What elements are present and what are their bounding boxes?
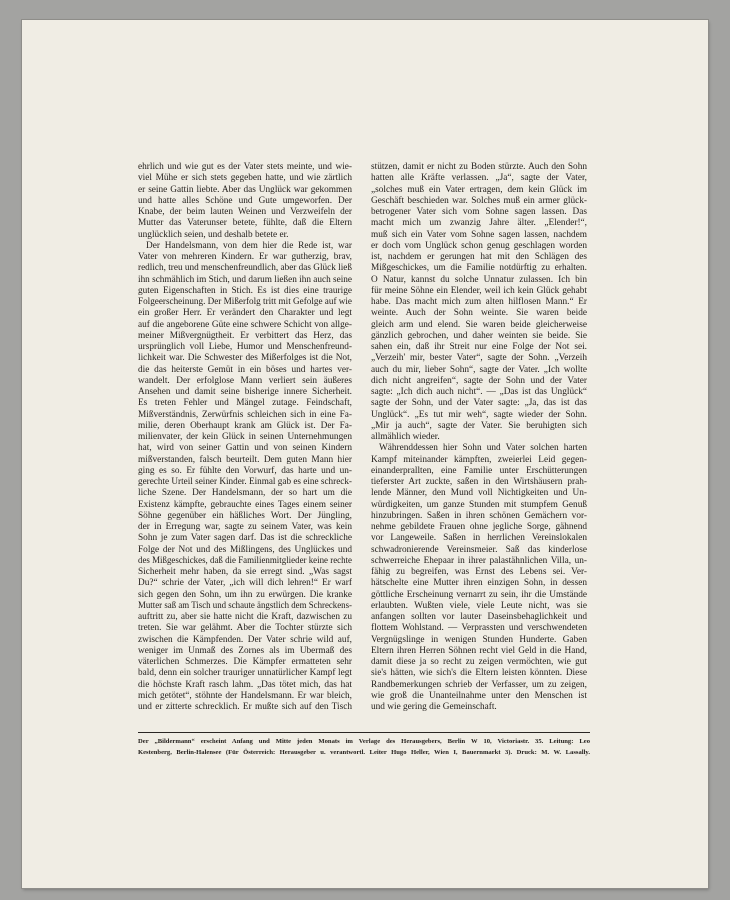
text-line [138, 286, 352, 297]
paragraph [371, 162, 587, 443]
text-line-content: ging es so. Er fühlte den Vorwurf, das harte und un- [138, 465, 352, 476]
text-line [371, 578, 587, 589]
text-line-content: „Mir ja auch“, sagte der Vater. Sie beruhigten sich [371, 420, 587, 431]
text-line-content: hinzubringen. Saßen in ihren schönen Gemächern vor- [371, 510, 587, 521]
text-line [138, 578, 352, 589]
text-line-content: Vergnügslinge in wenigen Stunden Hunderte. Gaben [371, 634, 587, 645]
text-line-content: „Verzeih' mir, bester Vater“, sagte der Sohn. „Verzeih [371, 353, 587, 364]
paragraph [138, 162, 352, 241]
text-line [371, 421, 587, 432]
text-line [138, 173, 352, 184]
text-line-content: sie's hätten, wie sich's die Eltern leisten könnten. Diese [371, 668, 587, 679]
text-line [371, 331, 587, 342]
text-line-content: er doch vom Unglück schon genug geschlagen worden [371, 240, 587, 251]
text-line [138, 488, 352, 499]
text-line-content: macht mich um zwanzig Jahre älter. „Elender!“, [371, 218, 587, 229]
text-line-content: sich gegen den Sohn, um ihn zu erwürgen. Die kranke [138, 589, 352, 600]
text-line-content: würdigkeiten, um ganze Stunden mit stumpfem Genuß [371, 499, 587, 510]
text-line [371, 286, 587, 297]
text-line [138, 230, 352, 241]
text-line-content: dich nicht angreifen“, sagte der Sohn und der Vater [371, 375, 587, 386]
text-line [138, 455, 352, 466]
text-line [138, 702, 352, 713]
text-line-content: nehme gebildete Frauen ohne jegliche Sorge, gähnend [371, 522, 587, 532]
text-line-content: auftritt zu, aber sie hatte nicht die Kraft, dazwischen zu [138, 612, 352, 622]
text-line-content: fähig zu begreifen, was Ernst des Lebens sei. Ver- [371, 567, 587, 577]
text-line-content: Kampf miteinander kämpften, zweierlei Leid gegen- [371, 454, 587, 465]
column-right [371, 162, 587, 713]
text-line [138, 263, 352, 274]
text-line [371, 488, 587, 499]
text-line [138, 252, 352, 263]
text-line-content: erlaubten. Wußten viele, viele Leute nicht, was sie [371, 600, 587, 611]
text-line-content: Geschäft beschieden war. Solches muß ein armer glück- [371, 195, 587, 206]
text-line [371, 410, 587, 421]
text-line-content: Randbemerkungen schrieb der Verfasser, um zu zeigen, [371, 679, 587, 690]
text-line [138, 308, 352, 319]
text-line-content: schwadronierende Vereinsmeier. Saß das kinderlose [371, 544, 587, 555]
text-line-content: milie, deren Oberhaupt krank am Glück ist. Der Fa- [138, 420, 352, 431]
text-line-content: weniger im Unmaß des Zornes als im Übermaß des [138, 645, 352, 656]
text-line-content: guten Eigenschaften in Stich. Es ist dies eine traurige [138, 285, 352, 296]
text-line [138, 567, 352, 578]
text-line-content: ehrlich und wie gut es der Vater stets meinte, und wie- [138, 162, 352, 172]
text-line [371, 533, 587, 544]
text-line-content: Währenddessen hier Sohn und Vater solchen harten [379, 443, 587, 454]
text-line-content: habe. Das macht mich zum alten hilflosen Mann.“ Er [371, 297, 587, 307]
column-left [138, 162, 352, 713]
text-line-content: er seine Gattin liebte. Aber das Unglück war gekommen [138, 184, 352, 195]
text-line [138, 623, 352, 634]
text-line-content: stützen, damit er nicht zu Boden stürzte. Auch den Sohn [371, 162, 587, 172]
text-line-content: auf die angeborene Güte eine schwere Schicht von allge- [138, 319, 352, 330]
text-line-content: lichkeit war. Die Schwester des Mißerfolges ist die Not, [138, 353, 352, 364]
text-line-content: Es treten Fehler und Mängel zutage. Feindschaft, [138, 398, 352, 409]
text-line [371, 387, 587, 398]
text-line [138, 196, 352, 207]
text-line [138, 646, 352, 657]
text-line-content: vor Langeweile. Saßen in herrlichen Vereinslokalen [371, 533, 587, 544]
text-line-content: hätschelte eine Mutter ihren einzigen Sohn, in dessen [371, 578, 587, 589]
text-line [138, 545, 352, 556]
text-line [138, 207, 352, 218]
text-line [371, 398, 587, 409]
text-line-content: wie groß die Unanteilnahme unter den Menschen ist [371, 690, 587, 701]
text-line [371, 590, 587, 601]
text-line [371, 263, 587, 274]
text-line [138, 500, 352, 511]
text-line-content: die höchste Kraft rasch lahm. „Das tötet mich, das hat [138, 679, 352, 690]
text-line [138, 477, 352, 488]
text-line-content: Vater von mehreren Kindern. Er war gutherzig, brav, [138, 252, 352, 262]
text-line-content: gänzlich gebrochen, und daher weinten sie beide. Sie [371, 330, 587, 341]
text-line-content: damit diese ja so recht zu zeigen vermöchten, wie gut [371, 657, 587, 667]
text-line-content: mich getötet“, stöhnte der Handelsmann. Er war bleich, [138, 690, 352, 701]
paragraph [138, 241, 352, 714]
text-line [371, 477, 587, 488]
text-line [371, 252, 587, 263]
text-line-content: „solches muß ein Vater ertragen, dem kein Glück im [371, 184, 587, 195]
text-line [138, 162, 352, 173]
text-line [371, 500, 587, 511]
text-line [138, 511, 352, 522]
text-line-content: sagte: „Ich dich auch nicht“. — „Das ist das Unglück“ [371, 387, 587, 397]
text-line-content: Eltern ihren Herren Söhnen recht viel Geld in die Hand, [371, 645, 587, 656]
text-line [371, 680, 587, 691]
text-line [371, 443, 587, 454]
text-line [138, 410, 352, 421]
text-line-content: Ansehen und damit seine bisherige innere Sicherheit. [138, 387, 352, 397]
text-line [371, 545, 587, 556]
text-line [371, 668, 587, 679]
text-line [138, 297, 352, 308]
text-line-content: ist, nachdem er gerungen hat mit den Schlägen des [371, 252, 587, 262]
text-line-content: liche Szene. Der Handelsmann, der so hart um die [138, 488, 352, 499]
text-line-content: Unglück“. „Es tut mir weh“, sagte wieder der Sohn. [371, 409, 587, 420]
text-line [138, 320, 352, 331]
text-line-content: betrogener Vater sich vom Sohne sagen lassen. Das [371, 207, 587, 217]
text-line [138, 342, 352, 353]
text-line-content: sahen ein, daß ihr Streit nur eine Folge der Not sei. [371, 342, 587, 352]
text-line-content: wandelt. Der erfolglose Mann verliert sein äußeres [138, 375, 352, 386]
text-line-content: hatten alle Kräfte verlassen. „Ja“, sagte der Vater, [371, 173, 587, 184]
paper-page [22, 20, 708, 888]
text-line-content: auch du mir, lieber Sohn“, sagte der Vater. „Ich wollte [371, 364, 587, 375]
text-line [138, 556, 352, 567]
footer-line [138, 736, 590, 747]
text-line-content: schwerreiche Ehepaar in ihrer palastähnlichen Villa, un- [371, 555, 587, 566]
text-line [371, 646, 587, 657]
text-line [371, 207, 587, 218]
text-line [138, 376, 352, 387]
text-line-content: Söhne gegenüber ein häßliches Wort. Der Jüngling, [138, 510, 352, 521]
text-line-content: der in Erregung war, sagte zu seinem Vater, was kein [138, 522, 352, 532]
text-line [138, 398, 352, 409]
text-line-content: väterlichen Schmerzes. Die Kämpfer ermatteten sehr [138, 657, 352, 667]
text-line [138, 680, 352, 691]
text-line [371, 353, 587, 364]
text-line-content: allmählich wieder. [371, 432, 440, 442]
text-line-content: Sohn je zum Vater sagen darf. Das ist die schreckliche [138, 533, 352, 544]
text-line [371, 162, 587, 173]
text-line [371, 691, 587, 702]
text-line-content: Mißverständnis, Zerwürfnis schleichen sich in eine Fa- [138, 409, 352, 420]
text-line-content: Mutter das Vaterunser betete, fühlte, daß die Eltern [138, 218, 352, 229]
text-line [371, 466, 587, 477]
text-line [138, 432, 352, 443]
text-line [138, 421, 352, 432]
text-line [371, 297, 587, 308]
text-line [371, 218, 587, 229]
text-line-content: und er zitterte schrecklich. Er mußte sich auf den Tisch [138, 702, 352, 712]
text-line [138, 668, 352, 679]
text-line [371, 522, 587, 533]
text-line-content: und wie gering die Gemeinschaft. [371, 702, 497, 712]
text-line-content: Folgeerscheinung. Der Mißerfolg tritt mit Gefolge auf wie [138, 297, 352, 307]
text-line-content: sagte der Sohn, und der Vater sagte: „Ja, das ist das [371, 398, 587, 409]
text-line-content: Folge der Not und des Mißlingens, des Unglückes und [138, 544, 352, 555]
text-line-content: Mutter saß am Tisch und schaute ängstlich dem Schreckens- [138, 600, 352, 611]
text-line [371, 342, 587, 353]
text-line [371, 376, 587, 387]
text-line [138, 241, 352, 252]
text-line [138, 185, 352, 196]
text-line [138, 612, 352, 623]
text-line-content: des Mißgeschickes, daß die Familienmitglieder keine rechte [138, 555, 352, 566]
text-line-content: bald, denn ein solcher trauriger unnatürlicher Kampf legt [138, 668, 352, 679]
text-line [138, 590, 352, 601]
text-line [138, 635, 352, 646]
text-line-content: die das heiterste Gemüt in ein böses und hartes ver- [138, 364, 352, 375]
text-line [371, 196, 587, 207]
text-line [371, 556, 587, 567]
text-line-content: zwischen die Kämpfenden. Der Vater schrie wild auf, [138, 634, 352, 645]
text-line-content: ein großer Herr. Er verändert den Charakter und legt [138, 308, 352, 319]
text-line [371, 601, 587, 612]
text-line [138, 387, 352, 398]
text-line [138, 657, 352, 668]
footer-line-text: Kestenberg, Berlin-Halensee (Für Österreich: Herausgeber u. verantwortl. Leiter Hugo Heller, Wien I, Bauernmarkt 3). Druck: M. W. Lassally. [138, 749, 590, 756]
text-line [371, 365, 587, 376]
text-line [371, 635, 587, 646]
text-line [371, 308, 587, 319]
text-line-content: Sicherheit mehr haben, da sie erregt sind. „Was sagst [138, 567, 352, 577]
text-line [371, 185, 587, 196]
text-line-content: viel Mühe er sich stets gegeben hatte, und wie zärtlich [138, 173, 352, 184]
text-line [138, 275, 352, 286]
text-line-content: milienvater, der kein Glück in seinen Unternehmungen [138, 432, 352, 442]
text-line-content: gerechte Urteil seiner Kinder. Einmal gab es eine schreck- [138, 477, 352, 487]
text-line-content: Existenz kämpfte, gebrauchte eines Tages einem seiner [138, 499, 352, 510]
text-line [371, 623, 587, 634]
text-line-content: einanderprallten, eine Familie unter Erschütterungen [371, 465, 587, 476]
text-line-content: redlich, treu und menschenfreundlich, aber das Glück ließ [138, 263, 352, 274]
text-line [138, 466, 352, 477]
text-line [371, 455, 587, 466]
text-line [371, 275, 587, 286]
text-line-content: lende Männer, den Mund voll Nichtigkeiten und Un- [371, 488, 587, 499]
text-line-content: Du?“ schrie der Vater, „ich will dich lehren!“ Er warf [138, 578, 352, 589]
text-line [371, 702, 587, 713]
text-line-content: hat, wird von seiner Gattin und von seinen Kindern [138, 443, 352, 454]
text-line [138, 443, 352, 454]
text-line [138, 533, 352, 544]
text-line-content: weinte. Auch der Sohn weinte. Sie waren beide [371, 308, 587, 319]
footer-line [138, 747, 590, 758]
text-line-content: ursprünglich voll Liebe, Humor und Menschenfreund- [138, 342, 352, 352]
text-line [138, 218, 352, 229]
text-line-content: treten. Sie war gelähmt. Aber die Tochter stürzte sich [138, 623, 352, 634]
text-line [371, 230, 587, 241]
text-line [138, 691, 352, 702]
text-line-content: Mißgeschickes, um die Familie notdürftig zu erhalten. [371, 263, 587, 274]
text-line-content: Knabe, der beim lauten Weinen und Verzweifeln der [138, 207, 352, 217]
footer-divider [138, 732, 590, 733]
text-line-content: flottem Wohlstand. — Verprassten und verschwendeten [371, 623, 587, 634]
text-line-content: für meine Söhne ein Elender, weil ich kein Glück gehabt [371, 285, 587, 296]
text-line-content: unglücklich seien, und deshalb betete er. [138, 229, 289, 240]
text-line-content: O Natur, kannst du solche Unnatur zulassen. Ich bin [371, 274, 587, 285]
text-line [371, 241, 587, 252]
text-line-content: Der Handelsmann, von dem hier die Rede ist, war [146, 240, 352, 251]
text-line-content: anfangen sollten vor lauter Daseinsbehaglichkeit und [371, 612, 587, 622]
text-line [371, 173, 587, 184]
text-line [138, 353, 352, 364]
text-line-content: mißverstanden, falsch beurteilt. Dem guten Mann hier [138, 454, 352, 465]
text-line [138, 365, 352, 376]
text-line [138, 601, 352, 612]
text-line-content: ihn schmählich im Stich, und darum ließen ihn auch seine [138, 274, 352, 285]
text-line-content: und hatte alles Schöne und Gute umgeworfen. Der [138, 195, 352, 206]
text-line [371, 320, 587, 331]
imprint-footer [138, 736, 590, 758]
text-line [371, 657, 587, 668]
text-line [138, 522, 352, 533]
text-line-content: muß sich ein Vater vom Sohne sagen lassen, nachdem [371, 229, 587, 240]
text-line [371, 511, 587, 522]
footer-line-text: Der „Bildermann“ erscheint Anfang und Mitte jeden Monats im Verlage des Herausgebers, Berlin W 10, Victoriastr. 35. Leitung: Leo [138, 738, 590, 745]
text-line [371, 612, 587, 623]
text-line [371, 567, 587, 578]
text-line-content: meiner Mißvergnügtheit. Er verbittert das Herz, das [138, 330, 352, 341]
text-line [371, 432, 587, 443]
text-line [138, 331, 352, 342]
text-line-content: göttliche Erscheinung vernarrt zu sein, ihr die Umstände [371, 589, 587, 600]
text-line-content: gleich arm und elend. Sie waren beide gleicherweise [371, 319, 587, 330]
paragraph [371, 443, 587, 713]
text-line-content: tieferster Art zuckte, saßen in den Wirtshäusern prah- [371, 477, 587, 487]
